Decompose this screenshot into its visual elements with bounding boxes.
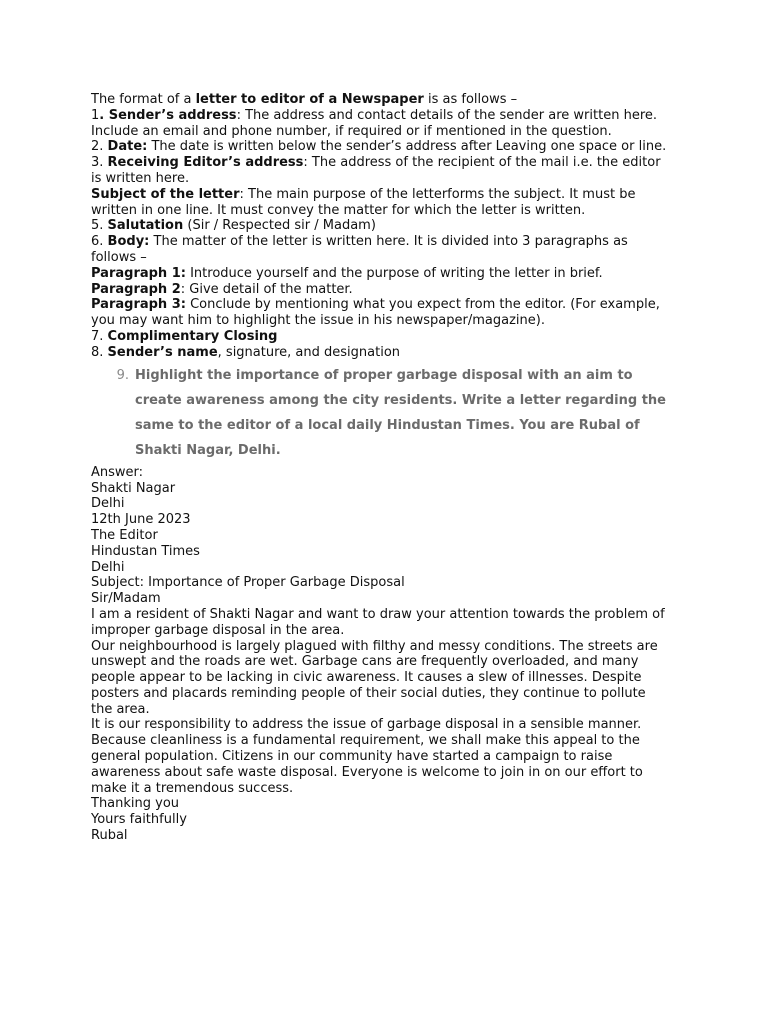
receiver-address-line: Delhi — [91, 559, 125, 575]
sender-name: Rubal — [91, 828, 128, 844]
question-line: Highlight the importance of proper garbage disposal with an aim to — [135, 367, 633, 383]
item-number: 2. — [91, 139, 108, 155]
item-text: Conclude by mentioning what you expect from the editor. (For example, — [185, 297, 660, 313]
item-label: Date: — [107, 139, 148, 155]
letter-body-line: Our neighbourhood is largely plagued with filthy and messy conditions. The streets are — [91, 638, 658, 654]
letter-body-line: awareness about safe waste disposal. Everyone is welcome to join in on our effort to — [91, 764, 643, 780]
item-label: Paragraph 1: — [91, 265, 186, 281]
format-item-3-cont: is written here. — [91, 170, 190, 186]
question-text — [135, 363, 685, 464]
format-item-4-cont: written in one line. It must convey the matter for which the letter is written. — [91, 202, 586, 218]
intro-text: The format of a — [91, 92, 196, 107]
format-item-5 — [91, 218, 691, 234]
format-item-4 — [91, 187, 691, 203]
format-item-1-cont: Include an email and phone number, if required or if mentioned in the question. — [91, 123, 612, 139]
answer-letter — [91, 465, 691, 844]
answer-label: Answer: — [91, 464, 144, 480]
paragraph-3-guide — [91, 297, 691, 313]
item-number: 8. — [91, 344, 108, 360]
receiver-address-line: The Editor — [91, 527, 158, 543]
item-text: : The main purpose of the letterforms the subject. It must be — [239, 186, 636, 202]
item-label: Salutation — [107, 218, 184, 234]
format-item-8 — [91, 345, 691, 361]
letter-body-line: the area. — [91, 701, 150, 717]
letter-body-line: unswept and the roads are wet. Garbage cans are frequently overloaded, and many — [91, 654, 639, 670]
item-text: (Sir / Respected sir / Madam) — [183, 218, 376, 234]
item-number: 5. — [91, 218, 108, 234]
paragraph-3-guide-cont: you may want him to highlight the issue in his newspaper/magazine). — [91, 313, 545, 329]
paragraph-1-guide — [91, 266, 691, 282]
letter-subject: Subject: Importance of Proper Garbage Disposal — [91, 575, 405, 591]
item-number: 7. — [91, 328, 108, 344]
letter-body-line: Because cleanliness is a fundamental requirement, we shall make this appeal to the — [91, 733, 640, 749]
item-label: Complimentary Closing — [107, 328, 278, 344]
sender-address-line: Shakti Nagar — [91, 480, 176, 496]
item-text: , signature, and designation — [217, 344, 401, 360]
item-number: 1 — [91, 107, 100, 123]
letter-body-line: It is our responsibility to address the issue of garbage disposal in a sensible manner. — [91, 717, 642, 733]
question-number: 9. — [116, 367, 129, 383]
letter-body-line: people appear to be lacking in civic awareness. It causes a slew of illnesses. Despite — [91, 670, 642, 686]
format-item-1 — [91, 108, 691, 124]
letter-salutation: Sir/Madam — [91, 591, 161, 607]
item-label: Subject of the letter — [91, 186, 240, 202]
item-number: 6. — [91, 234, 108, 250]
letter-complimentary-close: Yours faithfully — [91, 812, 187, 828]
format-item-6-cont: follows – — [91, 249, 147, 265]
letter-body-line: make it a tremendous success. — [91, 780, 294, 796]
intro-text-end: is as follows – — [423, 92, 518, 107]
question-block — [91, 363, 691, 464]
receiver-address-line: Hindustan Times — [91, 543, 200, 559]
item-text: Introduce yourself and the purpose of writing the letter in brief. — [185, 265, 603, 281]
question-line: create awareness among the city residents. Write a letter regarding the — [135, 392, 667, 408]
question-line: Shakti Nagar, Delhi. — [135, 443, 281, 459]
item-label: . Sender’s address — [99, 107, 237, 123]
item-label: Body: — [107, 234, 150, 250]
item-label: Receiving Editor’s address — [107, 155, 304, 171]
item-text: The date is written below the sender’s address after Leaving one space or line. — [147, 139, 667, 155]
sender-address-line: Delhi — [91, 496, 125, 512]
format-item-3 — [91, 155, 691, 171]
item-text: : Give detail of the matter. — [180, 281, 353, 297]
item-label: Sender’s name — [107, 344, 218, 360]
item-text: : The address of the recipient of the mail i.e. the editor — [303, 155, 661, 171]
letter-body-line: general population. Citizens in our community have started a campaign to raise — [91, 749, 613, 765]
letter-date: 12th June 2023 — [91, 512, 191, 528]
item-label: Paragraph 3: — [91, 297, 186, 313]
letter-closing: Thanking you — [91, 796, 180, 812]
letter-body-line: improper garbage disposal in the area. — [91, 622, 345, 638]
paragraph-2-guide — [91, 282, 691, 298]
letter-body-line: I am a resident of Shakti Nagar and want to draw your attention towards the problem of — [91, 606, 665, 622]
item-text: The matter of the letter is written here. It is divided into 3 paragraphs as — [149, 234, 628, 250]
format-item-2 — [91, 139, 691, 155]
intro-bold: letter to editor of a Newspaper — [195, 92, 424, 107]
format-item-6 — [91, 234, 691, 250]
item-text: : The address and contact details of the sender are written here. — [236, 107, 658, 123]
item-number: 3. — [91, 155, 108, 171]
item-label: Paragraph 2 — [91, 281, 181, 297]
letter-body-line: posters and placards reminding people of their social duties, they continue to pollute — [91, 685, 646, 701]
question-line: same to the editor of a local daily Hindustan Times. You are Rubal of — [135, 418, 640, 434]
document-body — [91, 92, 691, 844]
format-item-7 — [91, 329, 691, 345]
format-intro — [91, 92, 691, 108]
